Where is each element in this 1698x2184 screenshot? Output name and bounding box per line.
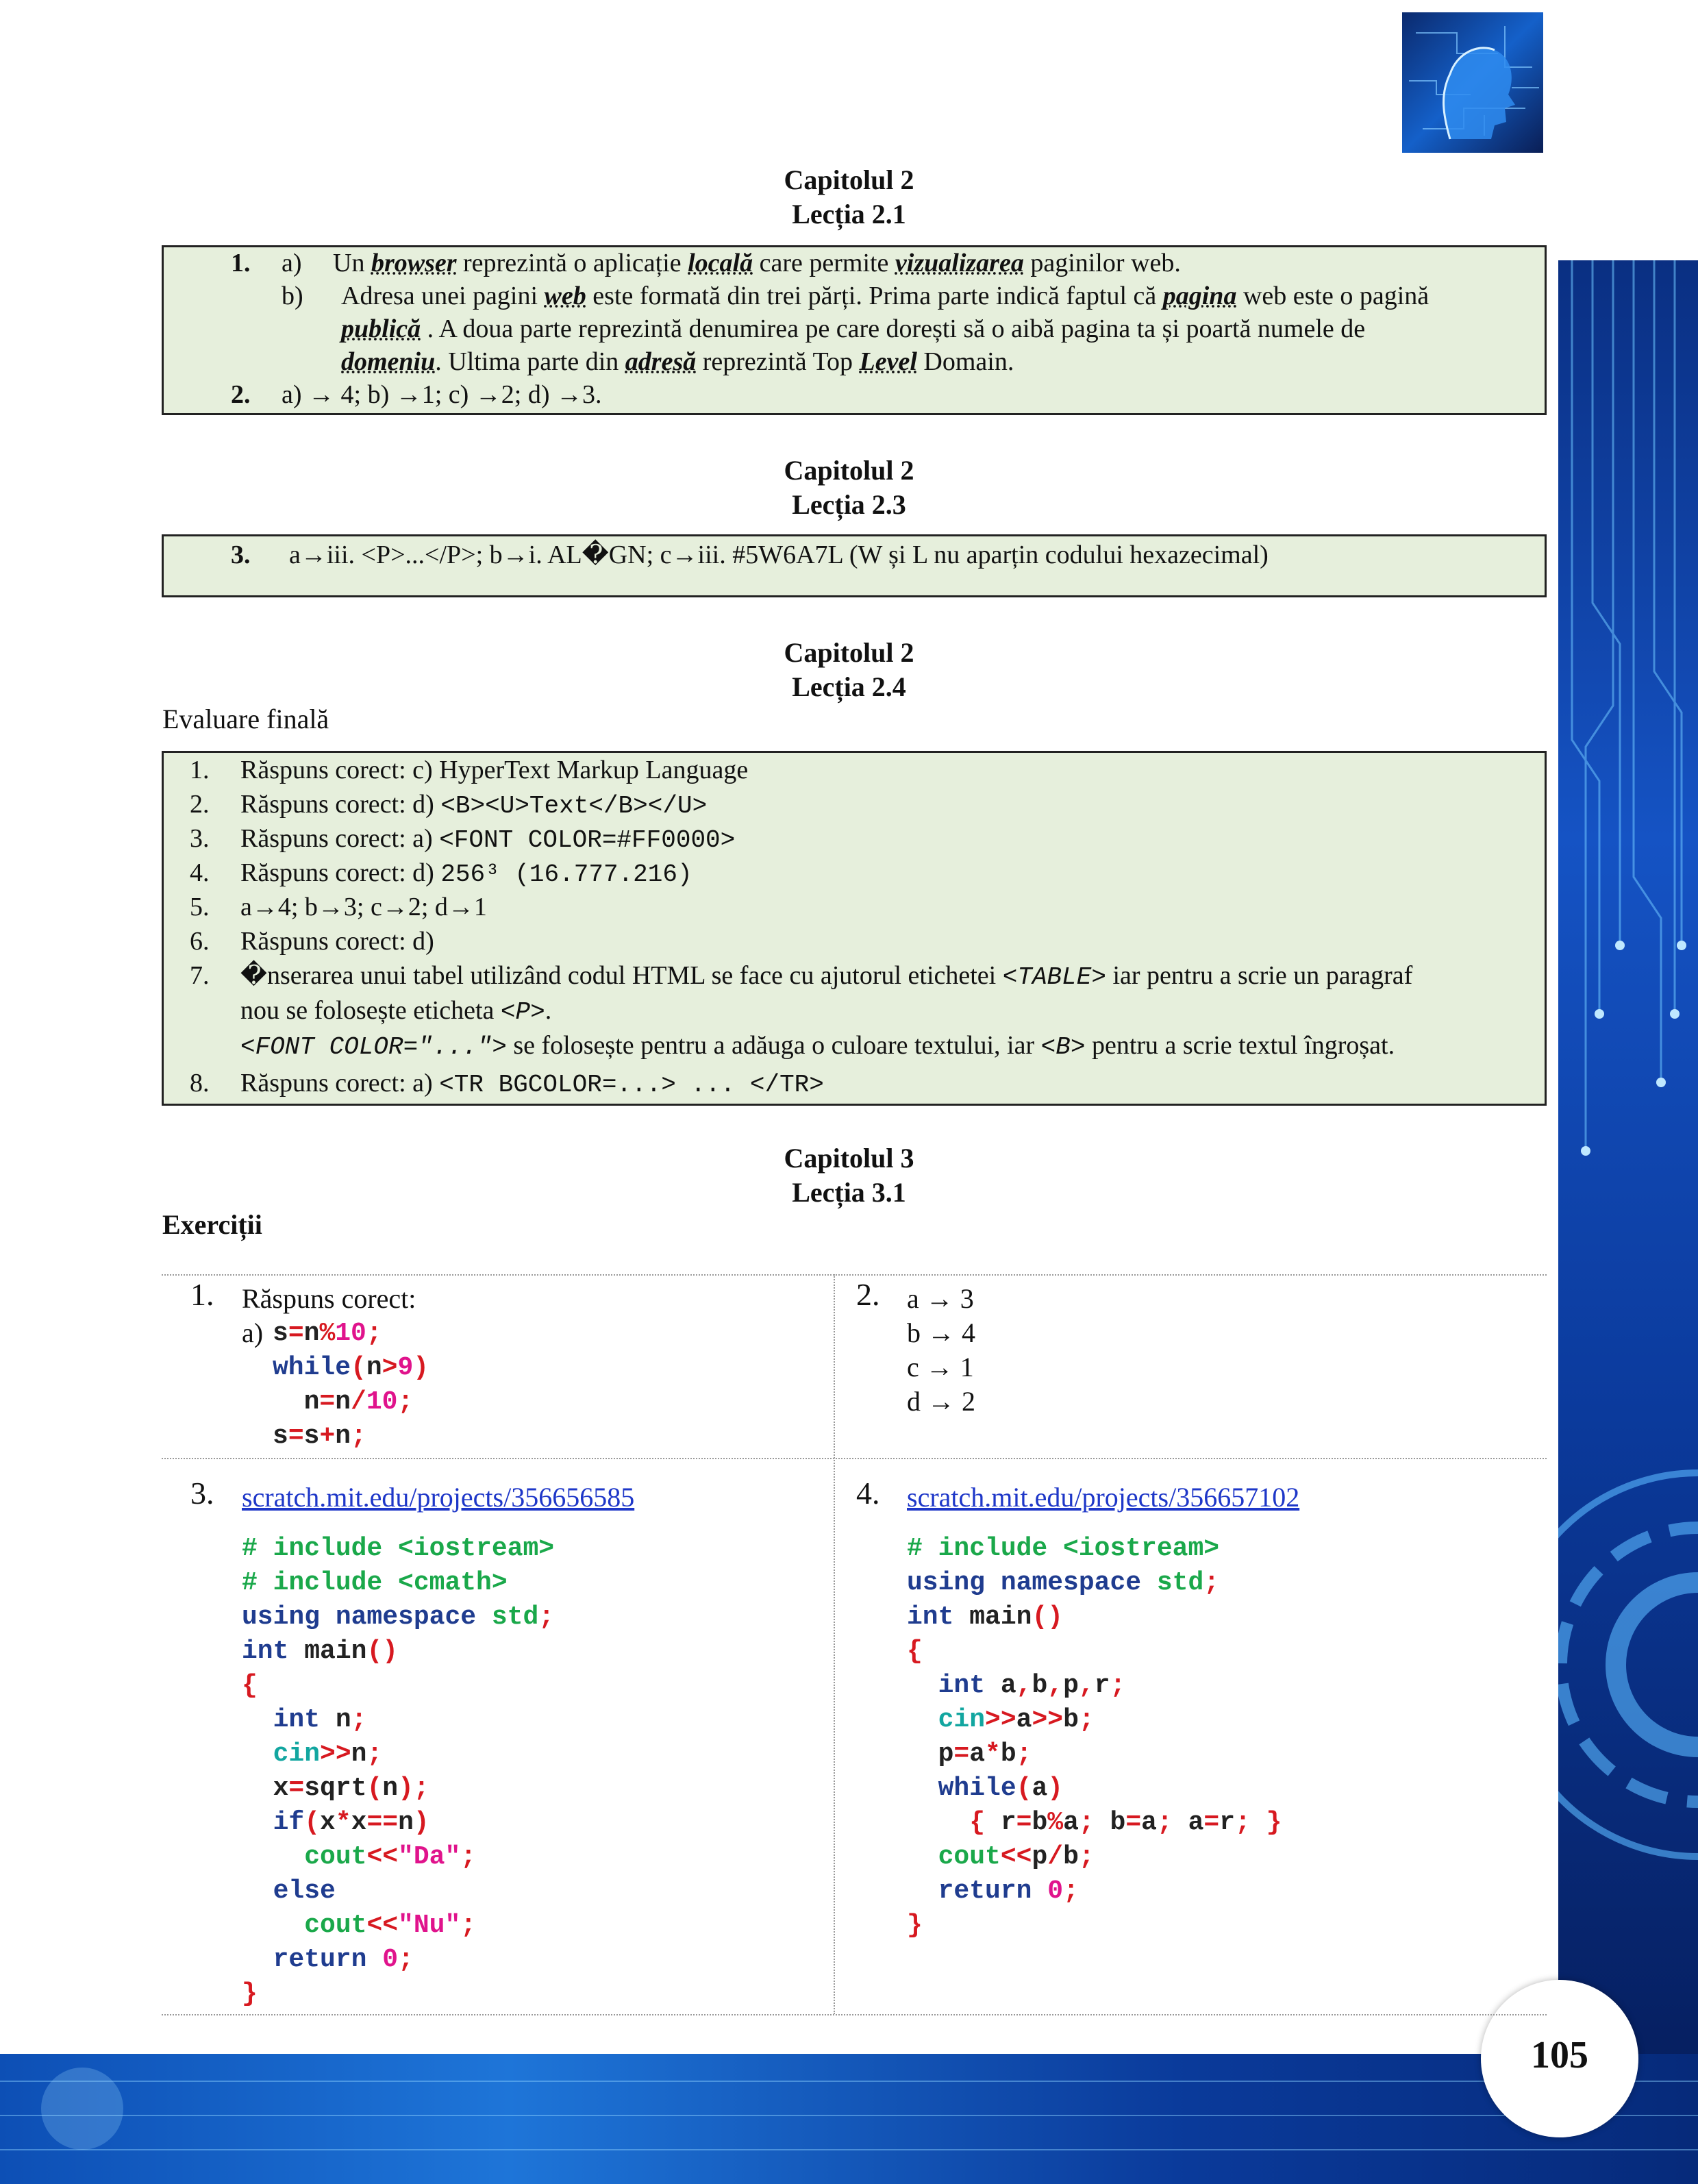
right-circuit-band [1558,260,1698,2184]
item-number: 1. [190,756,210,784]
grid-line [162,2014,1547,2015]
grid-line [162,1458,1547,1459]
item-number: 2. [231,380,251,409]
sub-label-b: b) [282,282,303,310]
answer-7-line2: nou se folosește eticheta <P>. [240,996,552,1026]
chapter-title: Capitolul 2 [784,455,914,486]
exercise-1-title: Răspuns corect: [242,1283,416,1314]
answer-1b-line1: Adresa unei pagini web este formată din trei părți. Prima parte indică faptul că pagina web este o pagină [341,282,1429,310]
answer-7-line1: �nserarea unui tabel utilizând codul HTML se face cu ajutorul etichetei <TABLE> iar pentru a scrie un paragraf [240,961,1413,991]
final-evaluation-label: Evaluare finală [162,704,329,734]
lesson-title: Lecția 2.3 [792,489,906,520]
grid-line [162,1274,1547,1276]
chapter-title: Capitolul 2 [784,637,914,668]
sub-label-a: a) [282,249,302,277]
bottom-circuit-band [0,2054,1698,2184]
section-header-2-1 [0,163,1698,232]
exercise-4-scratch-link[interactable]: scratch.mit.edu/projects/356657102 [907,1482,1300,1513]
item-number: 1. [231,249,251,277]
item-number: 7. [190,961,210,990]
item-number: 8. [190,1069,210,1097]
chapter-title: Capitolul 3 [784,1143,914,1174]
exercise-2-line: d → 2 [907,1386,975,1417]
lesson-title: Lecția 2.4 [792,671,906,702]
exercise-2-line: c → 1 [907,1352,974,1382]
exercise-number: 2. [856,1277,880,1312]
exercises-heading: Exerciții [162,1209,262,1240]
evaluation-answer-2 [240,788,707,823]
item-number: 3. [231,541,251,569]
item-number: 5. [190,893,210,921]
answer-2: a) → 4; b) →1; c) →2; d) →3. [282,380,602,409]
answer-text: a→4; b→3; c→2; d→1 [240,893,487,921]
header-ai-head-image [1402,12,1543,153]
exercise-2-line: a → 3 [907,1283,974,1314]
answer-text: Răspuns corect: a) [240,824,440,853]
answer-1b-line2: publică . A doua parte reprezintă denumirea pe care dorești să o aibă pagina ta și poartă numele de [341,314,1366,343]
exercise-1-code: s=n%10; while(n>9) n=n/10; s=s+n; [273,1319,429,1451]
answer-text: Răspuns corect: c) HyperText Markup Language [240,756,749,784]
exercise-number: 3. [190,1476,214,1511]
item-number: 2. [190,790,210,819]
answer-7-line3: <FONT COLOR="..."> se folosește pentru a adăuga o culoare textului, iar <B> pentru a scrie textul îngroșat. [240,1031,1395,1061]
answer-1b-line3: domeniu. Ultima parte din adresă reprezintă Top Level Domain. [341,347,1014,376]
evaluation-answer-5 [240,891,487,923]
evaluation-answer-3 [240,822,735,857]
evaluation-answer-4 [240,856,692,891]
answer-1a: Un browser reprezintă o aplicație locală care permite vizualizarea paginilor web. [333,249,1181,277]
exercise-3-scratch-link[interactable]: scratch.mit.edu/projects/356656585 [242,1482,635,1513]
answer-3: a→iii. <P>...</P>; b→i. AL�GN; c→iii. #5W6A7L (W și L nu aparțin codului hexazecimal) [289,541,1269,569]
evaluation-answer-1 [240,754,748,786]
lesson-title: Lecția 2.1 [792,199,906,229]
lesson-title: Lecția 3.1 [792,1177,906,1208]
exercise-2-line: b → 4 [907,1317,975,1348]
evaluation-answer-6 [240,925,434,958]
answer-8: Răspuns corect: a) <TR BGCOLOR=...> ... </TR> [240,1069,824,1099]
chapter-title: Capitolul 2 [784,164,914,195]
answer-text: Răspuns corect: d) [240,790,441,819]
answer-code: <B><U>Text</B></U> [440,792,708,820]
item-number: 4. [190,858,210,887]
exercise-4-code: # include <iostream> using namespace std; int main() { int a,b,p,r; cin>>a>>b; p=a*b; while(a) { r=b%a; b=a; a=r; } cout<<p/b; return 0; } [907,1534,1282,1940]
section-header-2-3 [0,454,1698,522]
answer-code: <FONT COLOR=#FF0000> [439,826,736,854]
exercise-3-code: # include <iostream> # include <cmath> using namespace std; int main() { int n; cin>>n; x=sqrt(n); if(x*x==n) cout<<"Da"; else cout<<"Nu"; return 0; } [242,1534,555,2009]
section-header-3-1 [0,1141,1698,1210]
item-number: 3. [190,824,210,853]
answer-text: Răspuns corect: d) [240,858,441,887]
page-number: 105 [1531,2034,1588,2076]
grid-line [834,1274,835,2014]
item-number: 6. [190,927,210,956]
exercise-number: 1. [190,1277,214,1312]
exercise-number: 4. [856,1476,880,1511]
answer-text: Răspuns corect: d) [240,927,434,956]
answer-code: 256³ (16.777.216) [440,860,692,889]
section-header-2-4 [0,636,1698,704]
exercise-1-sub-a: a) [242,1317,264,1348]
